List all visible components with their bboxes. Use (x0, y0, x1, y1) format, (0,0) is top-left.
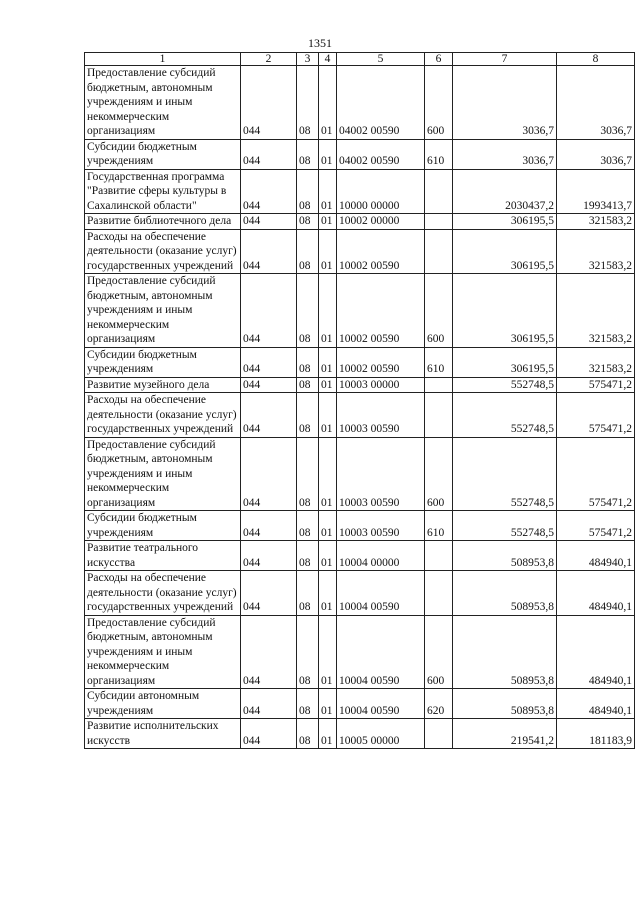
section-code-cell: 08 (297, 274, 319, 348)
amount-year-2-cell: 321583,2 (557, 274, 635, 348)
amount-year-2-cell: 484940,1 (557, 541, 635, 571)
expense-type-cell (425, 169, 453, 214)
ministry-code-cell: 044 (241, 214, 297, 230)
table-row (85, 719, 635, 749)
section-code-cell: 08 (297, 139, 319, 169)
subsection-code-cell: 01 (319, 229, 337, 274)
table-header-row (85, 53, 635, 66)
expense-type-cell (425, 377, 453, 393)
subsection-code-cell: 01 (319, 615, 337, 689)
target-article-cell: 10002 00000 (337, 214, 425, 230)
section-code-cell: 08 (297, 541, 319, 571)
target-article-cell: 10003 00590 (337, 393, 425, 438)
row-name-cell: Предоставление субсидий бюджетным, автономным учреждениям и иным некоммерческим организациям (85, 437, 241, 511)
page-number: 1351 (308, 36, 332, 50)
ministry-code-cell: 044 (241, 511, 297, 541)
target-article-cell: 10002 00590 (337, 229, 425, 274)
amount-year-1-cell: 552748,5 (453, 437, 557, 511)
target-article-cell: 10005 00000 (337, 719, 425, 749)
column-header: 7 (453, 53, 557, 66)
expense-type-cell (425, 229, 453, 274)
row-name-cell: Субсидии автономным учреждениям (85, 689, 241, 719)
expense-type-cell: 620 (425, 689, 453, 719)
amount-year-1-cell: 508953,8 (453, 541, 557, 571)
row-name-cell: Предоставление субсидий бюджетным, автономным учреждениям и иным некоммерческим организациям (85, 615, 241, 689)
amount-year-2-cell: 181183,9 (557, 719, 635, 749)
section-code-cell: 08 (297, 437, 319, 511)
expense-type-cell: 610 (425, 347, 453, 377)
expense-type-cell: 600 (425, 66, 453, 140)
table-row (85, 571, 635, 616)
table-row (85, 169, 635, 214)
ministry-code-cell: 044 (241, 274, 297, 348)
section-code-cell: 08 (297, 719, 319, 749)
amount-year-2-cell: 321583,2 (557, 229, 635, 274)
target-article-cell: 10003 00590 (337, 511, 425, 541)
amount-year-2-cell: 321583,2 (557, 214, 635, 230)
amount-year-1-cell: 508953,8 (453, 615, 557, 689)
amount-year-1-cell: 306195,5 (453, 347, 557, 377)
amount-year-2-cell: 484940,1 (557, 571, 635, 616)
target-article-cell: 10003 00590 (337, 437, 425, 511)
row-name-cell: Расходы на обеспечение деятельности (оказание услуг) государственных учреждений (85, 393, 241, 438)
amount-year-1-cell: 2030437,2 (453, 169, 557, 214)
section-code-cell: 08 (297, 169, 319, 214)
row-name-cell: Развитие библиотечного дела (85, 214, 241, 230)
subsection-code-cell: 01 (319, 274, 337, 348)
row-name-cell: Расходы на обеспечение деятельности (оказание услуг) государственных учреждений (85, 229, 241, 274)
section-code-cell: 08 (297, 511, 319, 541)
subsection-code-cell: 01 (319, 169, 337, 214)
row-name-cell: Развитие театрального искусства (85, 541, 241, 571)
subsection-code-cell: 01 (319, 571, 337, 616)
section-code-cell: 08 (297, 571, 319, 616)
ministry-code-cell: 044 (241, 229, 297, 274)
amount-year-2-cell: 575471,2 (557, 393, 635, 438)
table-row (85, 541, 635, 571)
section-code-cell: 08 (297, 615, 319, 689)
row-name-cell: Субсидии бюджетным учреждениям (85, 511, 241, 541)
table-row (85, 615, 635, 689)
ministry-code-cell: 044 (241, 139, 297, 169)
row-name-cell: Предоставление субсидий бюджетным, автономным учреждениям и иным некоммерческим организациям (85, 66, 241, 140)
amount-year-2-cell: 575471,2 (557, 377, 635, 393)
subsection-code-cell: 01 (319, 347, 337, 377)
row-name-cell: Субсидии бюджетным учреждениям (85, 139, 241, 169)
row-name-cell: Расходы на обеспечение деятельности (оказание услуг) государственных учреждений (85, 571, 241, 616)
column-header: 5 (337, 53, 425, 66)
amount-year-1-cell: 306195,5 (453, 274, 557, 348)
amount-year-2-cell: 575471,2 (557, 437, 635, 511)
row-name-cell: Предоставление субсидий бюджетным, автономным учреждениям и иным некоммерческим организациям (85, 274, 241, 348)
expense-type-cell (425, 214, 453, 230)
target-article-cell: 10004 00590 (337, 571, 425, 616)
column-header: 1 (85, 53, 241, 66)
ministry-code-cell: 044 (241, 719, 297, 749)
table-row (85, 139, 635, 169)
amount-year-2-cell: 1993413,7 (557, 169, 635, 214)
expense-type-cell: 600 (425, 274, 453, 348)
section-code-cell: 08 (297, 377, 319, 393)
section-code-cell: 08 (297, 229, 319, 274)
section-code-cell: 08 (297, 393, 319, 438)
amount-year-1-cell: 508953,8 (453, 689, 557, 719)
table-row (85, 229, 635, 274)
table-row (85, 347, 635, 377)
amount-year-1-cell: 306195,5 (453, 229, 557, 274)
amount-year-2-cell: 3036,7 (557, 139, 635, 169)
subsection-code-cell: 01 (319, 139, 337, 169)
expense-type-cell: 600 (425, 437, 453, 511)
subsection-code-cell: 01 (319, 719, 337, 749)
expense-type-cell (425, 571, 453, 616)
budget-table (84, 52, 635, 749)
expense-type-cell: 600 (425, 615, 453, 689)
table-row (85, 393, 635, 438)
subsection-code-cell: 01 (319, 437, 337, 511)
amount-year-2-cell: 321583,2 (557, 347, 635, 377)
target-article-cell: 04002 00590 (337, 66, 425, 140)
amount-year-1-cell: 306195,5 (453, 214, 557, 230)
target-article-cell: 10003 00000 (337, 377, 425, 393)
amount-year-1-cell: 508953,8 (453, 571, 557, 616)
column-header: 4 (319, 53, 337, 66)
ministry-code-cell: 044 (241, 66, 297, 140)
amount-year-1-cell: 3036,7 (453, 139, 557, 169)
subsection-code-cell: 01 (319, 214, 337, 230)
amount-year-2-cell: 484940,1 (557, 615, 635, 689)
subsection-code-cell: 01 (319, 393, 337, 438)
ministry-code-cell: 044 (241, 347, 297, 377)
column-header: 3 (297, 53, 319, 66)
column-header: 2 (241, 53, 297, 66)
table-body (85, 66, 635, 749)
row-name-cell: Государственная программа "Развитие сферы культуры в Сахалинской области" (85, 169, 241, 214)
ministry-code-cell: 044 (241, 437, 297, 511)
target-article-cell: 10002 00590 (337, 347, 425, 377)
expense-type-cell (425, 719, 453, 749)
ministry-code-cell: 044 (241, 377, 297, 393)
table-row (85, 437, 635, 511)
row-name-cell: Развитие исполнительских искусств (85, 719, 241, 749)
table-row (85, 274, 635, 348)
row-name-cell: Субсидии бюджетным учреждениям (85, 347, 241, 377)
expense-type-cell (425, 541, 453, 571)
subsection-code-cell: 01 (319, 377, 337, 393)
section-code-cell: 08 (297, 347, 319, 377)
ministry-code-cell: 044 (241, 169, 297, 214)
subsection-code-cell: 01 (319, 66, 337, 140)
column-header: 6 (425, 53, 453, 66)
subsection-code-cell: 01 (319, 511, 337, 541)
target-article-cell: 10004 00590 (337, 615, 425, 689)
amount-year-2-cell: 3036,7 (557, 66, 635, 140)
amount-year-1-cell: 3036,7 (453, 66, 557, 140)
section-code-cell: 08 (297, 66, 319, 140)
target-article-cell: 10004 00590 (337, 689, 425, 719)
subsection-code-cell: 01 (319, 541, 337, 571)
target-article-cell: 10004 00000 (337, 541, 425, 571)
ministry-code-cell: 044 (241, 541, 297, 571)
expense-type-cell: 610 (425, 139, 453, 169)
target-article-cell: 10000 00000 (337, 169, 425, 214)
table-row (85, 214, 635, 230)
amount-year-1-cell: 552748,5 (453, 393, 557, 438)
ministry-code-cell: 044 (241, 615, 297, 689)
column-header: 8 (557, 53, 635, 66)
table-row (85, 66, 635, 140)
amount-year-1-cell: 552748,5 (453, 511, 557, 541)
row-name-cell: Развитие музейного дела (85, 377, 241, 393)
section-code-cell: 08 (297, 689, 319, 719)
expense-type-cell (425, 393, 453, 438)
target-article-cell: 04002 00590 (337, 139, 425, 169)
ministry-code-cell: 044 (241, 393, 297, 438)
table-row (85, 377, 635, 393)
ministry-code-cell: 044 (241, 689, 297, 719)
amount-year-1-cell: 552748,5 (453, 377, 557, 393)
amount-year-2-cell: 575471,2 (557, 511, 635, 541)
amount-year-2-cell: 484940,1 (557, 689, 635, 719)
subsection-code-cell: 01 (319, 689, 337, 719)
section-code-cell: 08 (297, 214, 319, 230)
ministry-code-cell: 044 (241, 571, 297, 616)
expense-type-cell: 610 (425, 511, 453, 541)
table-row (85, 689, 635, 719)
table-row (85, 511, 635, 541)
target-article-cell: 10002 00590 (337, 274, 425, 348)
amount-year-1-cell: 219541,2 (453, 719, 557, 749)
